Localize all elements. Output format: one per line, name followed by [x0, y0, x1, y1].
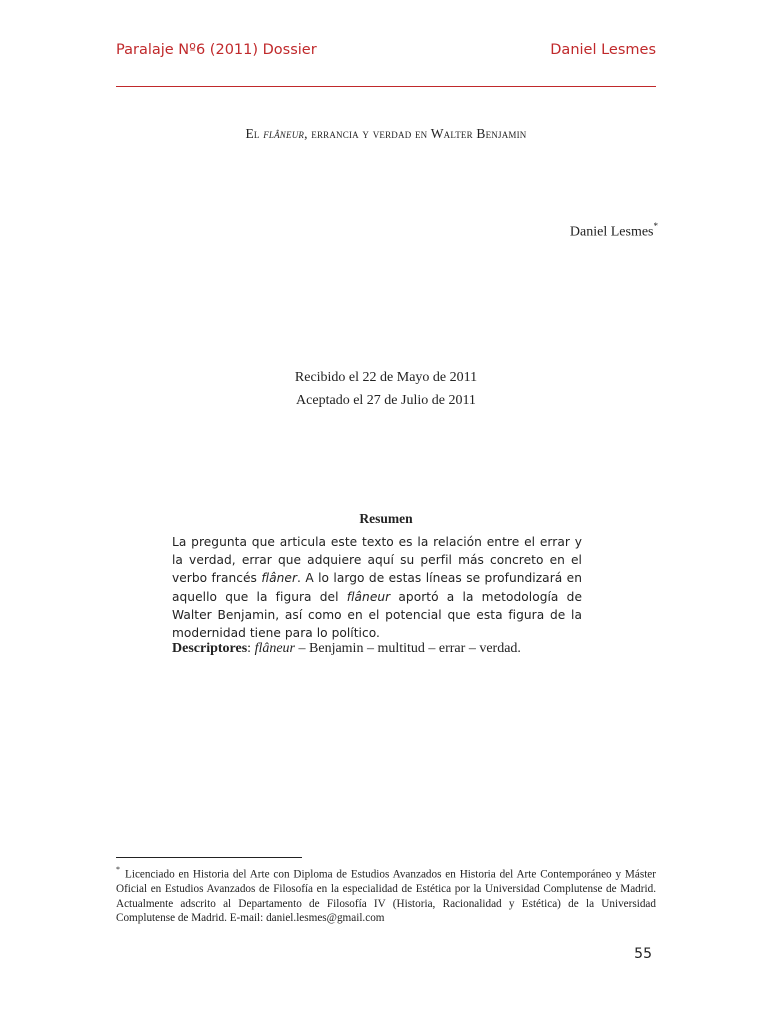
- abstract-part-2: . A lo largo de estas líneas se profundizará en aquello que la figura del: [172, 571, 582, 604]
- abstract-italic-1: flâner: [261, 571, 298, 586]
- footnote: [116, 864, 656, 925]
- author-name: Daniel Lesmes: [569, 224, 654, 240]
- descriptors-list: – Benjamin – multitud – errar – verdad.: [295, 641, 521, 656]
- author-line: [570, 222, 658, 241]
- title-suffix: , errancia y verdad en Walter Benjamin: [304, 126, 527, 141]
- dates-block: [116, 366, 656, 412]
- author-footnote-mark: *: [653, 221, 658, 231]
- running-header: [116, 42, 656, 62]
- page-number: 55: [634, 946, 652, 962]
- title-italic: flâneur: [263, 126, 305, 141]
- received-date: Recibido el 22 de Mayo de 2011: [294, 370, 478, 385]
- descriptors-colon: :: [247, 641, 255, 656]
- author-header: Daniel Lesmes: [550, 42, 656, 58]
- journal-header: Paralaje Nº6 (2011) Dossier: [116, 42, 317, 58]
- footnote-mark: *: [116, 865, 120, 874]
- abstract-text: [172, 533, 582, 642]
- abstract-heading: Resumen: [359, 511, 413, 526]
- footnote-text: Licenciado en Historia del Arte con Diploma de Estudios Avanzados en Historia del Arte Contemporáneo y Máster Oficial en Estudios Avanzados de Filosofía en la especialidad de Estética por la Universidad Complutense de Madrid. Actualmente adscrito al Departamento de Filosofía IV (Historia, Racionalidad y Estética) de la Universidad Complutense de Madrid. E-mail: daniel.lesmes@gmail.com: [116, 868, 656, 924]
- abstract-italic-2: flâneur: [346, 589, 391, 604]
- footnote-divider: [116, 857, 302, 858]
- abstract-part-1: La pregunta que articula este texto es la relación entre el errar y la verdad, errar que adquiere aquí su perfil más concreto en el verbo francés: [172, 535, 582, 586]
- header-divider: [116, 86, 656, 87]
- article-title: [116, 126, 656, 142]
- descriptors-label: Descriptores: [172, 641, 248, 656]
- descriptors-italic: flâneur: [254, 641, 296, 656]
- descriptors-line: [172, 641, 592, 657]
- abstract-part-3: aportó a la metodología de Walter Benjamin, así como en el potencial que esta figura de la modernidad tiene para lo político.: [172, 589, 582, 641]
- accepted-date: Aceptado el 27 de Julio de 2011: [296, 393, 476, 408]
- title-prefix: El: [245, 126, 264, 141]
